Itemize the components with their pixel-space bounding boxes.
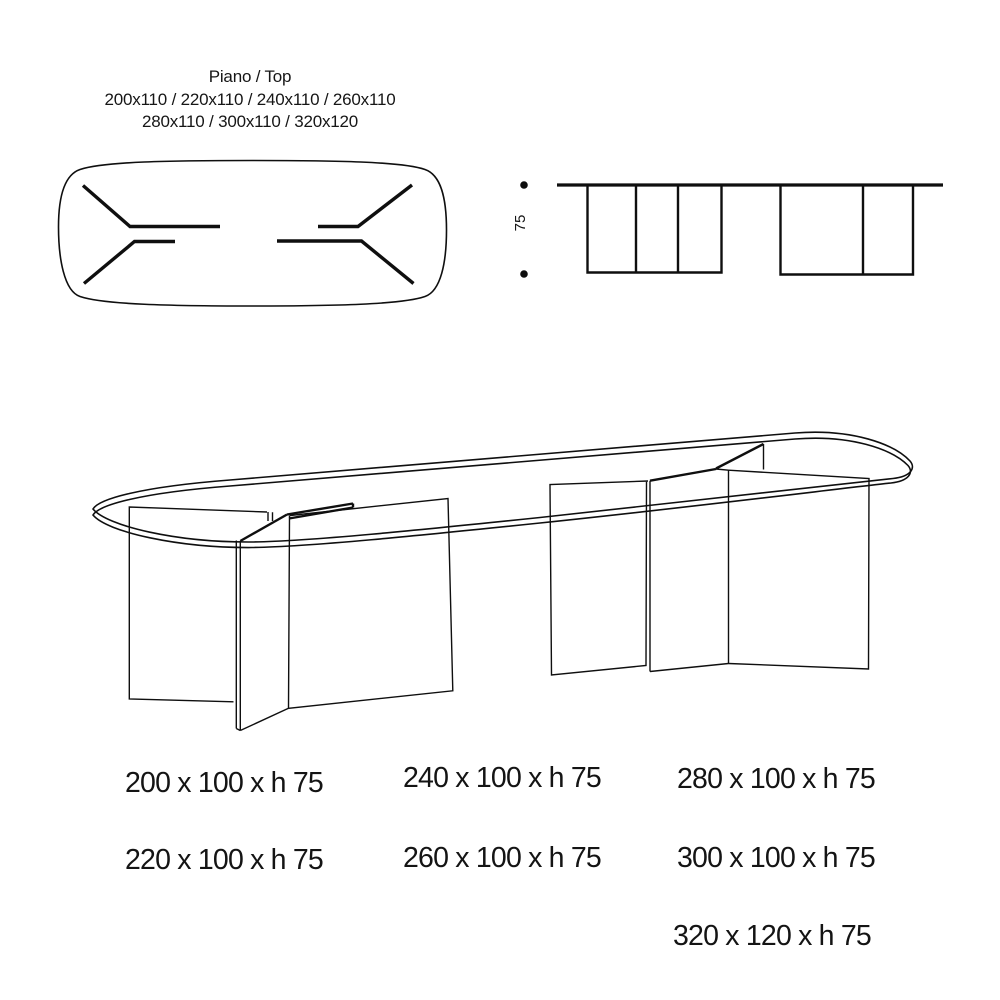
leg-mark-right-lower bbox=[277, 241, 414, 284]
perspective-drawing bbox=[80, 420, 920, 740]
dimension-dot-top bbox=[520, 181, 528, 189]
elevation-left-leg bbox=[588, 187, 722, 273]
size-item: 240 x 100 x h 75 bbox=[403, 762, 601, 794]
leg-mark-left-lower bbox=[84, 242, 175, 284]
leg-mark-right-upper bbox=[318, 185, 412, 227]
top-sizes-line-2: 280x110 / 300x110 / 320x120 bbox=[141, 112, 359, 131]
tabletop-3d-outline bbox=[93, 432, 912, 547]
elevation-right-leg bbox=[781, 187, 914, 275]
top-sizes-line-1: 200x110 / 220x110 / 240x110 / 260x110 bbox=[104, 89, 396, 109]
leg-mark-left-upper bbox=[83, 186, 220, 227]
top-view-drawing bbox=[40, 150, 460, 320]
left-spine-strip bbox=[236, 541, 240, 731]
left-fold-bottom-edge bbox=[240, 708, 288, 730]
tabletop-plan-outline bbox=[59, 161, 447, 307]
left-right-panel bbox=[289, 499, 453, 709]
left-front-fold-edge bbox=[240, 515, 287, 542]
size-item: 220 x 100 x h 75 bbox=[125, 844, 323, 876]
right-leg-3d bbox=[550, 444, 869, 675]
size-item: 320 x 120 x h 75 bbox=[673, 920, 871, 952]
left-leg-3d bbox=[129, 499, 453, 731]
height-dimension-label: 75 bbox=[512, 214, 529, 232]
size-item: 200 x 100 x h 75 bbox=[125, 767, 323, 799]
elevation-lines bbox=[557, 185, 943, 275]
left-back-fold-slit bbox=[268, 512, 273, 521]
header-block bbox=[50, 66, 450, 134]
side-view-drawing bbox=[495, 170, 950, 285]
right-panel-1 bbox=[550, 481, 648, 675]
right-panel-2-top-edge bbox=[650, 469, 716, 481]
right-back-wing-edge bbox=[716, 444, 764, 469]
size-item: 300 x 100 x h 75 bbox=[677, 842, 875, 874]
left-web-top-edge bbox=[287, 504, 353, 519]
right-panel-2-bottom bbox=[650, 664, 729, 672]
size-item: 260 x 100 x h 75 bbox=[403, 842, 601, 874]
size-item: 280 x 100 x h 75 bbox=[677, 763, 875, 795]
leg-plan-marks bbox=[83, 185, 414, 284]
page-title: Piano / Top bbox=[208, 67, 292, 86]
elevation-left-leg-dividers bbox=[636, 187, 678, 273]
dimension-dot-bottom bbox=[520, 270, 528, 278]
right-fold-connector bbox=[716, 469, 729, 470]
